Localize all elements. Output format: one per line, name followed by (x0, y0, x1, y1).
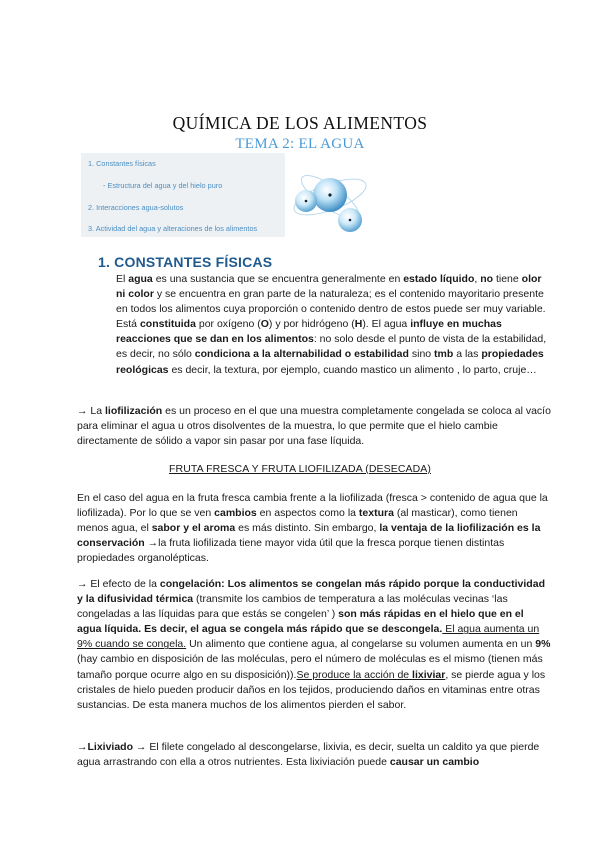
toc-item-1a: - Estructura del agua y del hielo puro (103, 181, 223, 190)
fruta-heading: FRUTA FRESCA Y FRUTA LIOFILIZADA (DESECADA) (169, 463, 431, 475)
fruta-paragraph: En el caso del agua en la fruta fresca cambia frente a la liofilizada (fresca > contenido de agua que la liofilizada). Por lo que se ven cambios en aspectos como la textura (al masticar), como tienen menos agua, el sabor y el aroma es más distinto. Sin embargo, la ventaja de la liofilización es la conservación →la fruta liofilizada tiene mayor vida útil que la fresca porque tienen distintas propiedades organolépticas. (77, 492, 548, 565)
document-title: QUÍMICA DE LOS ALIMENTOS (172, 113, 428, 133)
topic-index-image (81, 153, 285, 237)
section-paragraph: El agua es una sustancia que se encuentra generalmente en estado líquido, no tiene olor ni color y se encuentra en gran parte de la naturaleza; es el contenido mayoritario presente en todos los alimentos cuya proporción o contenido dentro de estos puede ser muy variable. Está constituida por oxígeno (O) y por hidrógeno (H). El agua influye en muchas reacciones que se dan en los alimentos: no solo desde el punto de vista de la estabilidad, es decir, no sólo condiciona a la alternabilidad o estabilidad sino tmb a las propiedades reológicas es decir, la textura, por ejemplo, cuando mastico un alimento , lo parto, cruje… (116, 273, 547, 376)
lixiviado-paragraph: →Lixiviado → El filete congelado al descongelarse, lixivia, es decir, suelta un caldito ya que pierde agua arrastrando con ella a otros nutrientes. Esta lixiviación puede causar un cambio (77, 741, 540, 769)
water-molecule-image (288, 157, 372, 237)
toc-item-1: 1. Constantes físicas (88, 159, 156, 168)
section-heading: 1. CONSTANTES FÍSICAS (98, 254, 273, 270)
toc-item-2: 2. Interacciones agua-solutos (88, 203, 184, 212)
liofilizacion-paragraph: → La liofilización es un proceso en el que una muestra completamente congelada se coloca al vacío para eliminar el agua u otros disolventes de la muestra, lo que permite que el hielo cambie directamente de sólido a vapor sin pasar por una fase líquida. (77, 405, 551, 448)
toc-item-3: 3. Actividad del agua y alteraciones de los alimentos (88, 224, 258, 233)
document-subtitle: TEMA 2: EL AGUA (235, 136, 365, 152)
congelacion-paragraph: → El efecto de la congelación: Los alimentos se congelan más rápido porque la conductividad y la difusividad térmica (transmite los cambios de temperatura a las moléculas vecinas ‘las congeladas a las líquidas para que estás se congelen’ ) son más rápidas en el hielo que en el agua líquida. Es decir, el agua se congela más rápido que se descongela. El agua aumenta un 9% cuando se congela. Un alimento que contiene agua, al congelarse su volumen aumenta en un 9% (hay cambio en disposición de las moléculas, pero el número de moléculas es el mismo (tienen más tamaño porque ocurre algo en su disposición)).Se produce la acción de lixiviar, se pierde agua y los cristales de hielo pueden producir daños en los tejidos, produciendo daños en vitaminas entre otras sustancias. De esta manera muchos de los alimentos pierden el sabor. (77, 578, 551, 711)
